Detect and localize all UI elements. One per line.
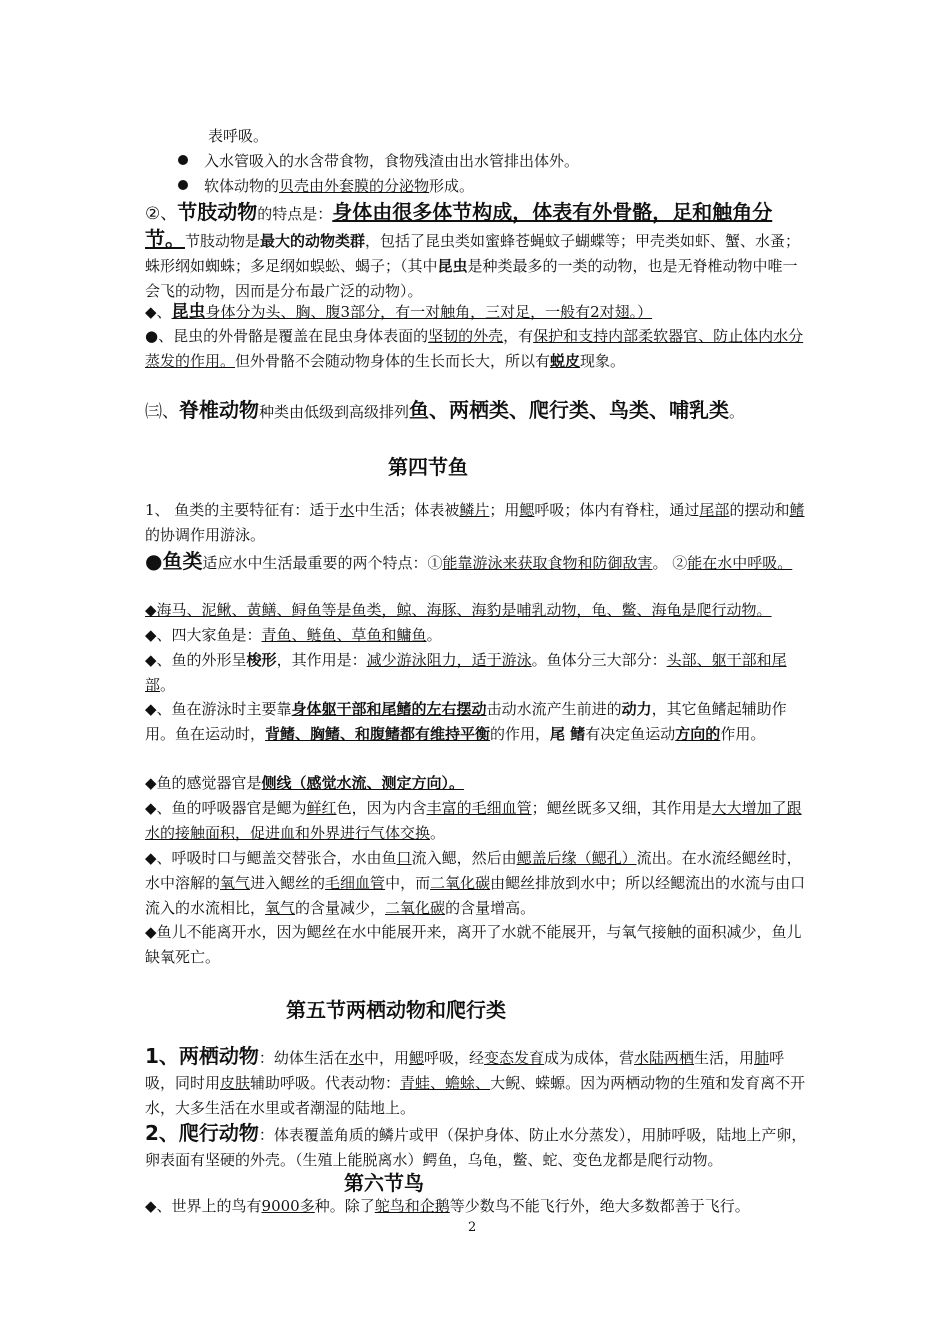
bullet-item: 软体动物的贝壳由外套膜的分泌物形成。 [178, 174, 474, 199]
fish-shape: ◆、鱼的外形呈梭形，其作用是：减少游泳阻力，适于游泳。鱼体分三大部分：头部、躯干部和尾部。 [145, 651, 787, 694]
fish-swimming: ◆、鱼在游泳时主要靠身体躯干部和尾鳍的左右摆动击动水流产生前进的动力，其它鱼鳍起辅助作用。鱼在运动时，背鳍、胸鳍、和腹鳍都有维持平衡的作用，尾 鳍有决定鱼运动方向的作用。 [145, 700, 787, 743]
vertebrate-paragraph: ㈢、脊椎动物种类由低级到高级排列鱼、两栖类、爬行类、鸟类、哺乳类。 [145, 398, 745, 422]
section-6-title: 第六节鸟 [344, 1171, 424, 1195]
fish-gills: ◆、鱼的呼吸器官是鳃为鲜红色，因为内含丰富的毛细血管；鳃丝既多又细，其作用是大大增加了跟水的接触面积，促进血和外界进行气体交换。 [145, 799, 802, 842]
exoskeleton-paragraph: ●、昆虫的外骨骼是覆盖在昆虫身体表面的坚韧的外壳，有保护和支持内部柔软器官、防止体内水分蒸发的作用。但外骨骼不会随动物身体的生长而长大，所以有蜕皮现象。 [145, 327, 804, 370]
text-line: 表呼吸。 [208, 127, 269, 145]
reptiles-paragraph: 2、爬行动物：体表覆盖角质的鳞片或甲（保护身体、防止水分蒸发），用肺呼吸，陆地上产卵，卵表面有坚硬的外壳。（生殖上能脱离水）鳄鱼，乌龟，鳖、蛇、变色龙都是爬行动物。 [145, 1121, 807, 1169]
fish-out-of-water: ◆鱼儿不能离开水，因为鳃丝在水中能展开来，离开了水就不能展开，与氧气接触的面积减少，鱼儿缺氧死亡。 [145, 923, 802, 966]
four-major-fish: ◆、四大家鱼是：青鱼、鲢鱼、草鱼和鳙鱼。 [145, 626, 442, 644]
section-5-title: 第五节两栖动物和爬行类 [286, 998, 506, 1022]
fish-breathing: ◆、呼吸时口与鳃盖交替张合，水由鱼口流入鳃，然后由鳃盖后缘（鳃孔）流出。在水流经鳃丝时，水中溶解的氧气进入鳃丝的毛细血管中，而二氧化碳由鳃丝排放到水中；所以经鳃流出的水流与由口流入的水流相比，氧气的含量减少，二氧化碳的含量增高。 [145, 849, 806, 917]
animal-classification: ◆海马、泥鳅、黄鳝、鲟鱼等是鱼类，鲸、海豚、海豹是哺乳动物，龟、鳖、海龟是爬行动物。 [145, 601, 772, 619]
page-number: 2 [468, 1220, 477, 1235]
fish-adaptations: ●鱼类适应水中生活最重要的两个特点：①能靠游泳来获取食物和防御敌害。 ②能在水中呼吸。 [145, 549, 793, 573]
fish-sense-organ: ◆鱼的感觉器官是侧线（感觉水流、测定方向）。 [145, 774, 465, 792]
bullet-dot-icon [178, 155, 188, 165]
fish-features: 1、 鱼类的主要特征有：适于水中生活；体表被鳞片；用鳃呼吸；体内有脊柱，通过尾部的摆动和鳍的协调作用游泳。 [145, 501, 805, 544]
arthropod-paragraph: ②、节肢动物的特点是：身体由很多体节构成，体表有外骨骼，足和触角分节。节肢动物是最大的动物类群，包括了昆虫类如蜜蜂苍蝇蚊子蝴蝶等；甲壳类如虾、蟹、水蚤；蛛形纲如蜘蛛；多足纲如蜈蚣、蝎子；（其中昆虫是种类最多的一类的动物，也是无脊椎动物中唯一会飞的动物，因而是分布最广泛的动物）。 [145, 200, 801, 300]
insect-paragraph: ◆、昆虫身体分为头、胸、腹3部分，有一对触角，三对足，一般有2对翅。） [145, 302, 653, 322]
section-4-title: 第四节鱼 [388, 455, 468, 479]
bullet-dot-icon [178, 180, 188, 190]
birds-paragraph: ◆、世界上的鸟有9000多种。除了鸵鸟和企鹅等少数鸟不能飞行外，绝大多数都善于飞行。 [145, 1197, 750, 1215]
bullet-item: 入水管吸入的水含带食物，食物残渣由出水管排出体外。 [178, 149, 579, 174]
amphibians-paragraph: 1、两栖动物：幼体生活在水中，用鳃呼吸，经变态发育成为成体，营水陆两栖生活，用肺呼吸，同时用皮肤辅助呼吸。代表动物：青蛙、蟾蜍、大鲵、蝾螈。因为两栖动物的生殖和发育离不开水，大多生活在水里或者潮湿的陆地上。 [145, 1044, 806, 1117]
